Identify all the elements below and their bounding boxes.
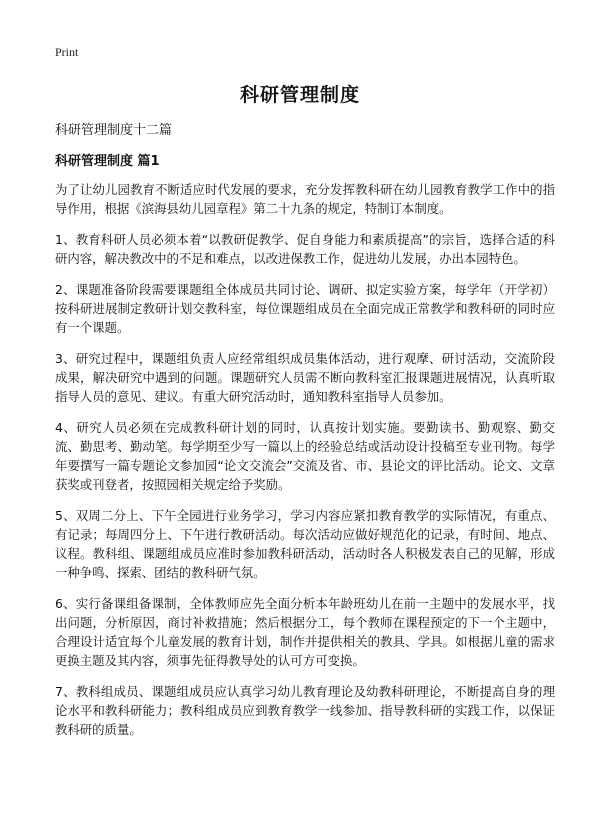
paragraph-rule-6: 6、实行备课组备课制，全体教师应先全面分析本年龄班幼儿在前一主题中的发展水平，找出问题，分析原因，商讨补救措施；然后根据分工，每个教师在课程预定的下一个主题中，合理设计适宜每个儿童发展的教育计划，制作并提供相关的教具、学具。如根据儿童的需求更换主题及其内容，须事先征得教导处的认可方可变换。 xyxy=(55,596,555,668)
paragraph-rule-2: 2、课题准备阶段需要课题组全体成员共同讨论、调研、拟定实验方案，每学年（开学初）按科研进展制定教研计划交教科室，每位课题组成员在全面完成正常教学和教科研的同时应有一个课题。 xyxy=(55,282,555,335)
paragraph-rule-7: 7、教科组成员、课题组成员应认真学习幼儿教育理论及幼教科研理论，不断提高自身的理论水平和教科研能力；教科组成员应到教育教学一线参加、指导教科研的实践工作，以保证教科研的质量。 xyxy=(55,684,555,737)
paragraph-rule-4: 4、研究人员必须在完成教科研计划的同时，认真按计划实施。要勤读书、勤观察、勤交流、勤思考、勤动笔。每学期至少写一篇以上的经验总结或活动设计投稿至专业刊物。每学年要撰写一篇专题论文参加园“论文交流会”交流及省、市、县论文的评比活动。论文、文章获奖或刊登者，按照园相关规定给予奖励。 xyxy=(55,420,555,492)
paragraph-rule-1: 1、教育科研人员必须本着“以教研促教学、促自身能力和素质提高”的宗旨，选择合适的科研内容，解决教改中的不足和难点，以改进保教工作，促进幼儿发展，办出本园特色。 xyxy=(55,232,555,266)
section-heading: 科研管理制度 篇1 xyxy=(55,154,160,169)
paragraph-rule-3: 3、研究过程中，课题组负责人应经常组织成员集体活动，进行观摩、研讨活动，交流阶段成果，解决研究中遇到的问题。课题研究人员需不断向教科室汇报课题进展情况，认真听取指导人员的意见、建议。有重大研究活动时，通知教科室指导人员参加。 xyxy=(55,351,555,404)
page-title: 科研管理制度 xyxy=(239,84,360,106)
print-label: Print xyxy=(55,45,79,59)
paragraph-intro: 为了让幼儿园教育不断适应时代发展的要求，充分发挥教科研在幼儿园教育教学工作中的指导作用，根据《滨海县幼儿园章程》第二十九条的规定，特制订本制度。 xyxy=(55,182,555,216)
document-body xyxy=(55,180,555,751)
document-subtitle: 科研管理制度十二篇 xyxy=(55,123,173,138)
paragraph-rule-5: 5、双周二分上、下午全园进行业务学习，学习内容应紧扣教育教学的实际情况，有重点、有记录；每周四分上、下午进行教研活动。每次活动应做好规范化的记录，有时间、地点、议程。教科组、课题组成员应准时参加教科研活动，活动时各人积极发表自己的见解，形成一种争鸣、探索、团结的教科研气氛。 xyxy=(55,508,555,580)
